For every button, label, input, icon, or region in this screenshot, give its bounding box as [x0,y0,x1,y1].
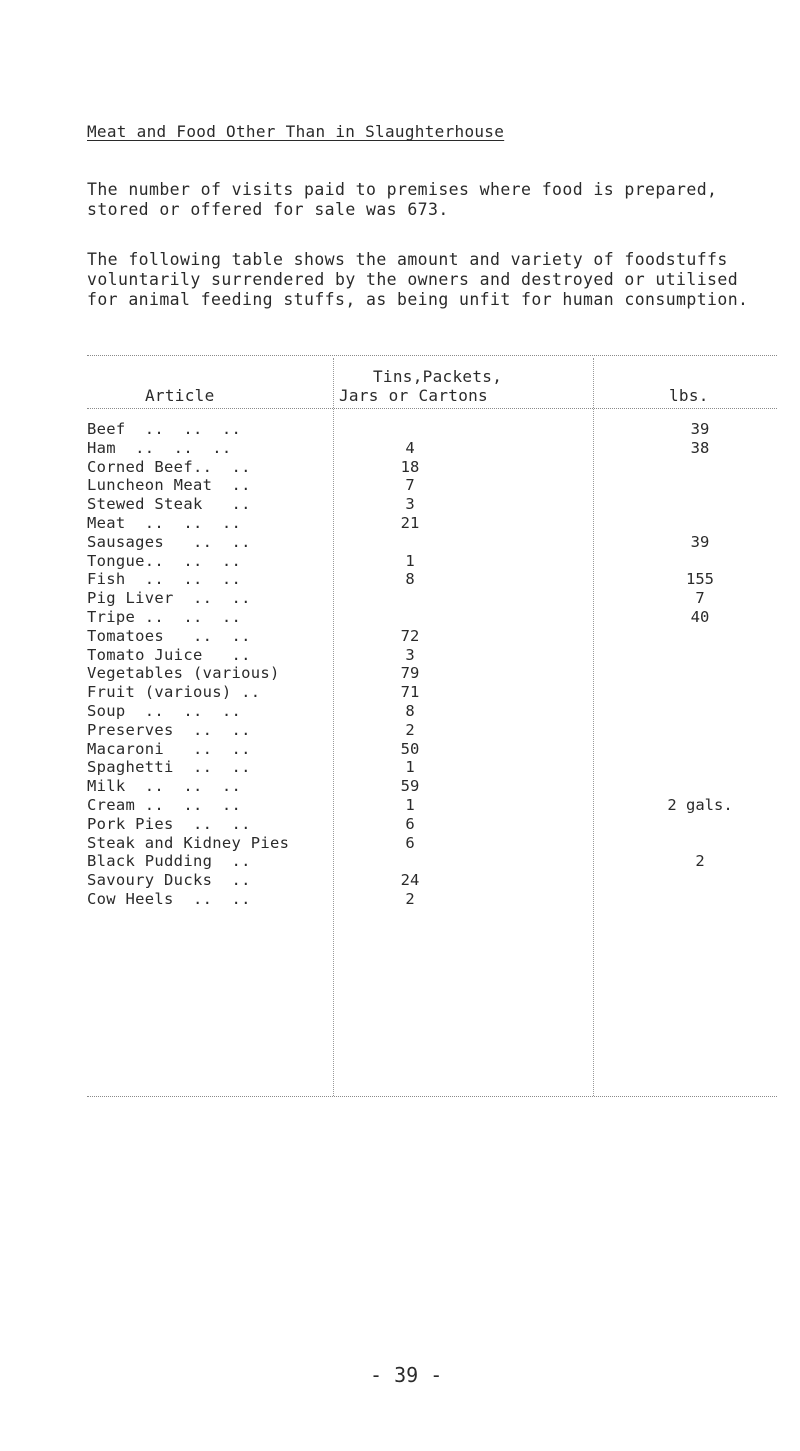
tins-cell: 72 [400,626,420,645]
tins-cell: 1 [405,758,415,777]
article-cell: Fruit (various) .. [87,683,261,702]
article-cell: Tomato Juice .. [87,645,251,664]
column-header-lbs: lbs. [669,386,709,405]
tins-cell: 18 [400,457,420,476]
tins-cell: 50 [400,739,420,758]
table-row [0,852,800,871]
section-heading: Meat and Food Other Than in Slaughterhouse [87,122,505,141]
lbs-cell: 155 [686,570,714,589]
lbs-cell: 2 [695,852,705,871]
table-header-rule [87,408,777,409]
article-cell: Milk .. .. .. [87,777,242,796]
tins-cell: 2 [405,720,415,739]
table-row [0,495,800,514]
table-row [0,871,800,890]
table-row [0,664,800,683]
table-top-rule [87,355,777,356]
article-cell: Cow Heels .. .. [87,889,251,908]
table-row [0,740,800,759]
lbs-cell: 39 [690,532,710,551]
table-row [0,834,800,853]
tins-cell: 21 [400,513,420,532]
table-row [0,758,800,777]
article-cell: Pork Pies .. .. [87,814,251,833]
table-row [0,514,800,533]
tins-cell: 3 [405,495,415,514]
page-number: - 39 - [370,1363,443,1387]
tins-cell: 6 [405,814,415,833]
table-row [0,533,800,552]
table-row [0,721,800,740]
article-cell: Corned Beef.. .. [87,457,251,476]
table-row [0,815,800,834]
article-cell: Soup .. .. .. [87,701,242,720]
table-row [0,458,800,477]
article-cell: Pig Liver .. .. [87,589,251,608]
table-row [0,476,800,495]
column-header-tins-line1: Tins,Packets, [373,367,503,386]
table-row [0,552,800,571]
tins-cell: 8 [405,701,415,720]
article-cell: Macaroni .. .. [87,739,251,758]
table-row [0,702,800,721]
table-intro-paragraph: The following table shows the amount and variety of foodstuffs voluntarily surrendered by the owners and destroyed or utilised for animal feeding stuffs, as being unfit for human consumption. [87,250,749,309]
article-cell: Tripe .. .. .. [87,607,242,626]
article-cell: Black Pudding .. [87,852,251,871]
table-row [0,439,800,458]
lbs-cell: 7 [695,589,705,608]
article-cell: Fish .. .. .. [87,570,242,589]
lbs-cell: 2 gals. [667,795,733,814]
article-cell: Stewed Steak .. [87,495,251,514]
table-row [0,420,800,439]
lbs-cell: 39 [690,420,710,438]
tins-cell: 1 [405,551,415,570]
article-cell: Tongue.. .. .. [87,551,242,570]
tins-cell: 71 [400,683,420,702]
article-cell: Beef .. .. .. [87,420,242,438]
table-row [0,627,800,646]
article-cell: Meat .. .. .. [87,513,242,532]
article-cell: Savoury Ducks .. [87,871,251,890]
article-cell: Ham .. .. .. [87,438,232,457]
lbs-cell: 38 [690,438,710,457]
tins-cell: 8 [405,570,415,589]
article-cell: Vegetables (various) [87,664,280,683]
visits-paragraph: The number of visits paid to premises where food is prepared, stored or offered for sale was 673. [87,180,718,219]
table-bottom-rule [87,1096,777,1097]
tins-cell: 7 [405,476,415,495]
article-cell: Steak and Kidney Pies [87,833,290,852]
table-body [0,420,800,909]
tins-cell: 1 [405,795,415,814]
table-row [0,608,800,627]
tins-cell: 3 [405,645,415,664]
table-row [0,796,800,815]
tins-cell: 4 [405,438,415,457]
lbs-cell: 40 [690,607,710,626]
column-header-tins-line2: Jars or Cartons [339,386,488,405]
tins-cell: 24 [400,871,420,890]
article-cell: Preserves .. .. [87,720,251,739]
table-row [0,890,800,909]
tins-cell: 79 [400,664,420,683]
table-row [0,589,800,608]
article-cell: Sausages .. .. [87,532,251,551]
tins-cell: 6 [405,833,415,852]
table-row [0,777,800,796]
article-cell: Luncheon Meat .. [87,476,251,495]
table-row [0,646,800,665]
column-header-article: Article [145,386,215,405]
article-cell: Tomatoes .. .. [87,626,251,645]
table-row [0,570,800,589]
article-cell: Cream .. .. .. [87,795,242,814]
tins-cell: 2 [405,889,415,908]
tins-cell: 59 [400,777,420,796]
table-row [0,683,800,702]
article-cell: Spaghetti .. .. [87,758,251,777]
